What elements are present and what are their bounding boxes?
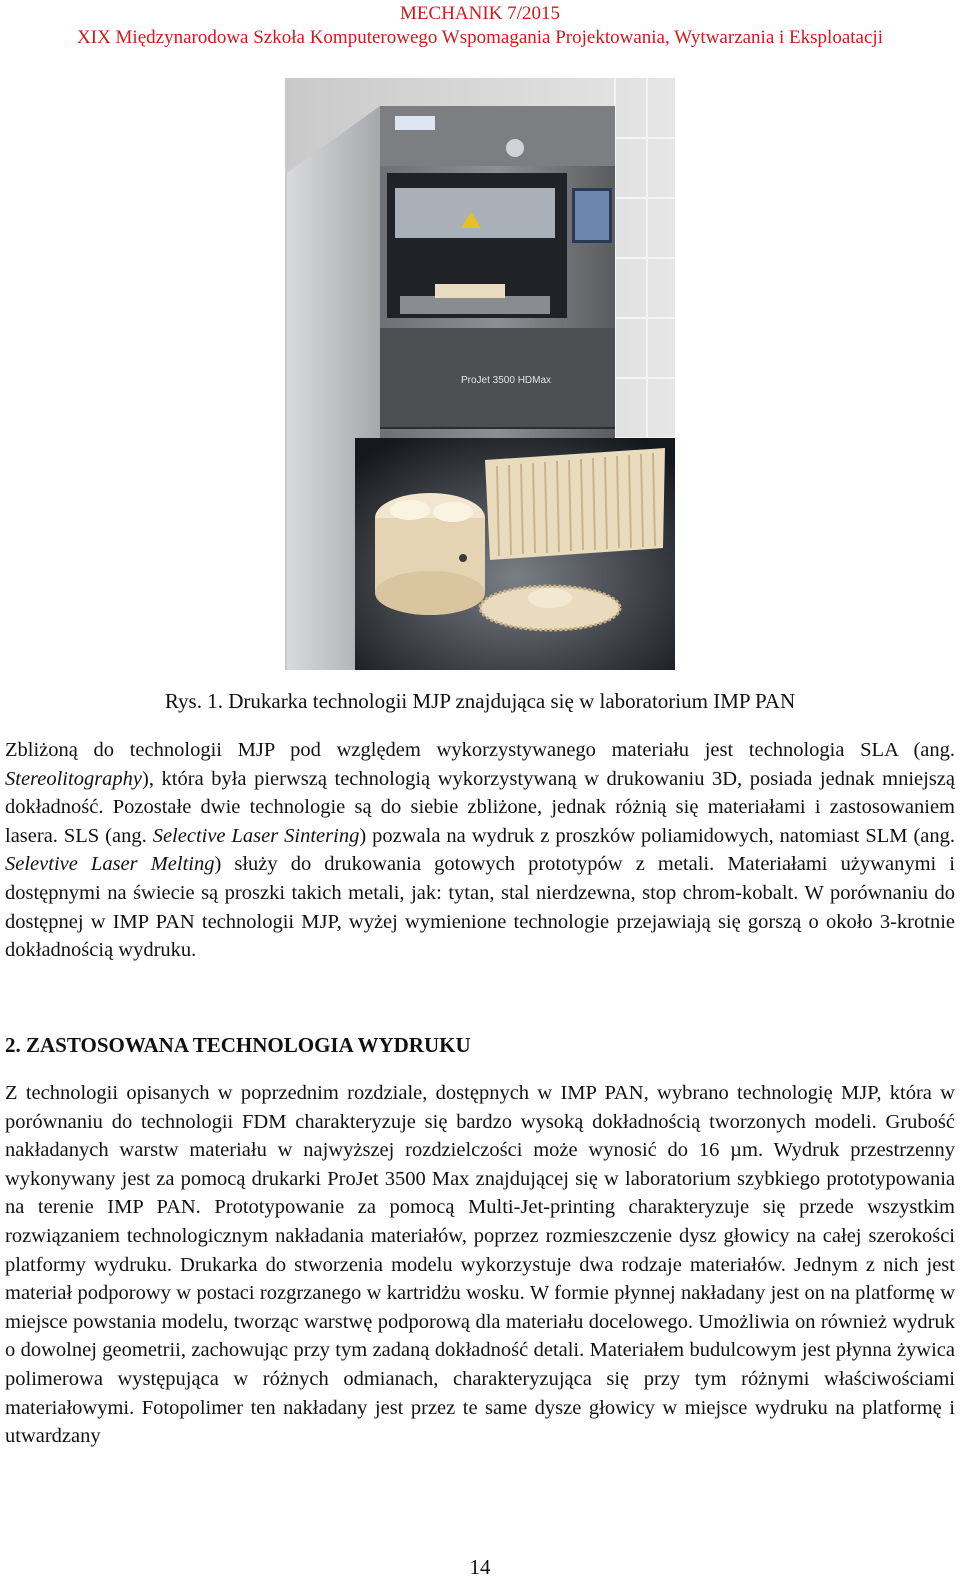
figure-printer-photo	[285, 78, 675, 670]
para1-term-slm: Selevtive Laser Melting	[5, 853, 215, 876]
conference-title: XIX Międzynarodowa Szkoła Komputerowego Wspomagania Projektowania, Wytwarzania i Eksploatacji	[77, 27, 883, 48]
figure-caption: Rys. 1. Drukarka technologii MJP znajdująca się w laboratorium IMP PAN	[164, 689, 796, 713]
para1-text-2: ), która była pierwszą technologią wykorzystywaną w drukowaniu 3D, posiada jednak mniejszą dokładność. Pozostałe dwie technologie są do siebie zbliżone, jednak różnią się materiałami i zastosowaniem lasera. SLS (ang.	[5, 767, 955, 847]
printer-photo	[285, 78, 675, 670]
page-number: 14	[469, 1555, 491, 1579]
paragraph-technologies	[5, 736, 955, 965]
para1-text-4: ) służy do drukowania gotowych prototypów z metali. Materiałami używanymi i dostępnymi na świecie są proszki takich metali, jak: tytan, stal nierdzewna, stop chrom-kobalt. W porównaniu do dostępnej w IMP PAN technologii MJP, wyżej wymienione technologie przejawiają się gorszą o około 3-krotnie dokładnością wydruku.	[5, 853, 955, 962]
section-heading: 2. ZASTOSOWANA TECHNOLOGIA WYDRUKU	[5, 1033, 471, 1057]
para1-text-1: Zbliżoną do technologii MJP pod względem wykorzystywanego materiału jest technologia SLA (ang.	[5, 739, 955, 761]
printer-model-label: ProJet 3500 HDMax	[461, 375, 552, 386]
printed-parts-inset	[355, 438, 675, 670]
journal-title: MECHANIK 7/2015	[400, 3, 560, 24]
para1-term-sla: Stereolitography	[5, 767, 143, 790]
paragraph-mjp: Z technologii opisanych w poprzednim rozdziale, dostępnych w IMP PAN, wybrano technologię MJP, która w porównaniu do technologii FDM charakteryzuje się bardzo wysoką dokładnością tworzonych modeli. Grubość nakładanych warstw materiału w najwyższej rozdzielczości może wynosić do 16 µm. Wydruk przestrzenny wykonywany jest za pomocą drukarki ProJet 3500 Max znajdującej się w laboratorium szybkiego prototypowania na terenie IMP PAN. Prototypowanie za pomocą Multi-Jet-printing charakteryzuje się przede wszystkim rozwiązaniem technologicznym nakładania materiałów, poprzez rozmieszczenie dysz głowicy na całej szerokości platformy wydruku. Drukarka do stworzenia modelu wykorzystuje dwa rodzaje materiałów. Jednym z nich jest materiał podporowy w postaci rozgrzanego w kartridżu wosku. W formie płynnej nakładany jest on na platformę w miejsce powstania modelu, tworząc warstwę podporową dla materiału docelowego. Umożliwia on również wydruk o dowolnej geometrii, zachowując przy tym zadaną dokładność detali. Materiałem budulcowym jest płynna żywica polimerowa występująca w różnych odmianach, charakteryzująca się przy tym różnymi właściwościami materiałowymi. Fotopolimer ten nakładany jest przez te same dysze głowicy w miejsce wydruku na platformę i utwardzany	[5, 1082, 955, 1448]
para1-text-3: ) pozwala na wydruk z proszków poliamidowych, natomiast SLM (ang.	[359, 824, 956, 847]
para1-term-sls: Selective Laser Sintering	[152, 824, 360, 847]
